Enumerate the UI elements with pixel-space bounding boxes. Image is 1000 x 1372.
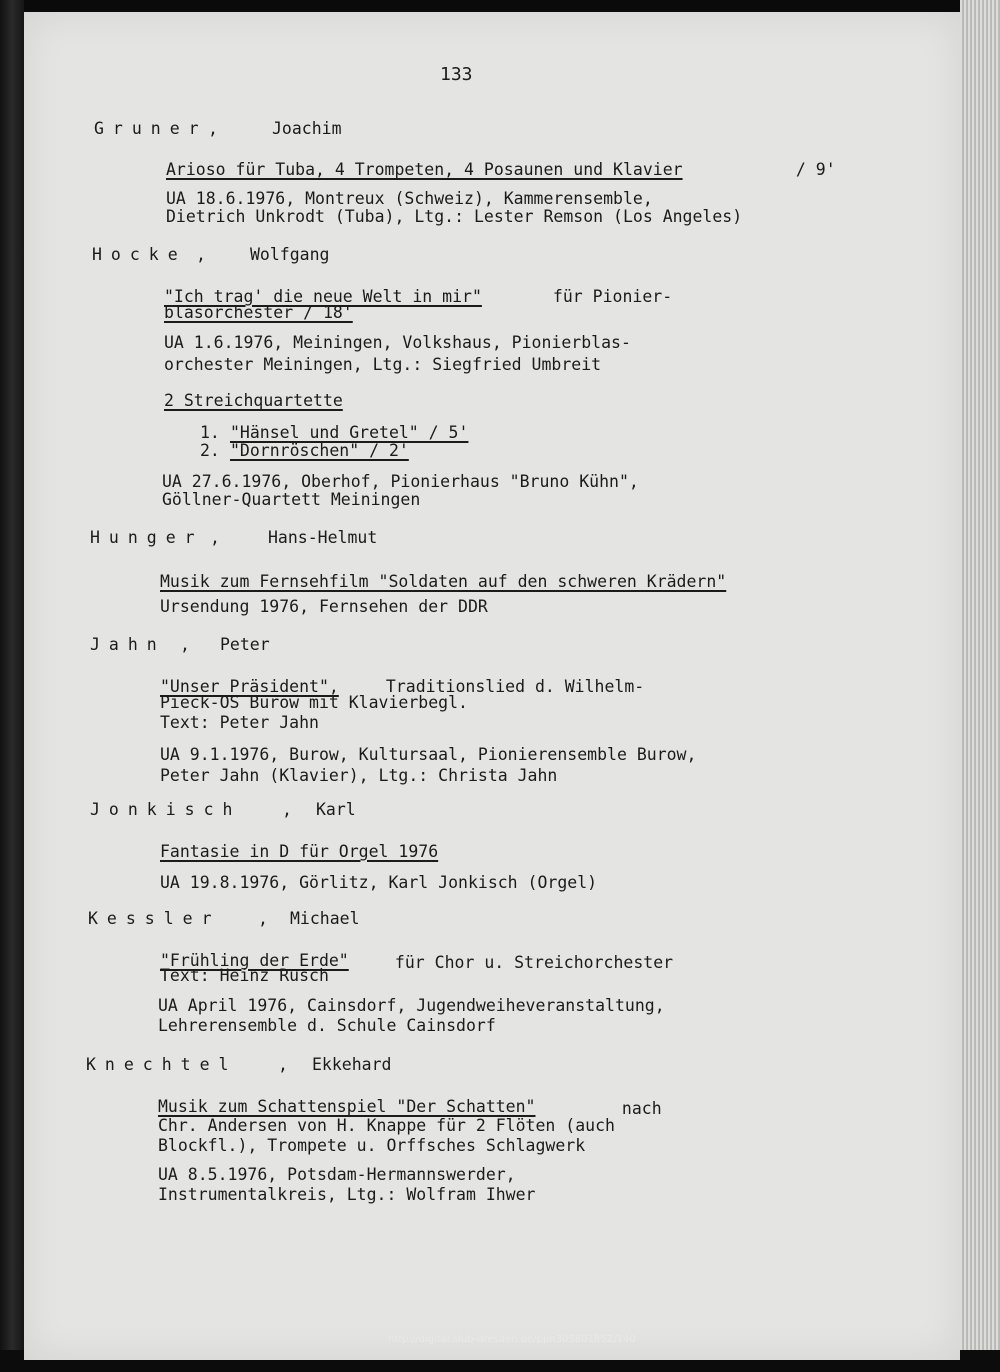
- composer-given-name: Wolfgang: [250, 245, 330, 264]
- work-title-tail: für Chor u. Streichorchester: [385, 953, 674, 972]
- performance-line: Ursendung 1976, Fernsehen der DDR: [160, 597, 488, 616]
- composer-surname: Knechtel: [86, 1055, 238, 1074]
- sub-work-title: "Dornröschen" / 2': [230, 441, 409, 460]
- composer-surname: Hocke: [92, 245, 187, 264]
- work-title: Fantasie in D für Orgel 1976: [160, 842, 439, 861]
- work-title-tail: für Pionier-: [543, 287, 673, 306]
- performance-line: UA 9.1.1976, Burow, Kultursaal, Pionierensemble Burow,: [160, 745, 697, 764]
- performance-line: Göllner-Quartett Meiningen: [162, 490, 421, 509]
- performance-line: UA 19.8.1976, Görlitz, Karl Jonkisch (Orgel): [160, 873, 598, 892]
- composer-surname: Jonkisch: [90, 800, 242, 819]
- performance-line: UA 1.6.1976, Meiningen, Volkshaus, Pionierblas-: [164, 333, 631, 352]
- text-credit: Text: Heinz Rusch: [160, 966, 329, 985]
- work-title-tail: nach: [612, 1099, 662, 1118]
- performance-line: UA April 1976, Cainsdorf, Jugendweiheveranstaltung,: [158, 996, 665, 1015]
- work-title: Pieck-OS Burow mit Klavierbegl.: [160, 693, 468, 712]
- composer-given-name: Ekkehard: [312, 1055, 392, 1074]
- composer-given-name: Peter: [220, 635, 270, 654]
- work-title: Musik zum Schattenspiel "Der Schatten": [158, 1097, 536, 1116]
- work-title: 2 Streichquartette: [164, 391, 343, 410]
- performance-line: Lehrerensemble d. Schule Cainsdorf: [158, 1016, 496, 1035]
- performance-line: UA 8.5.1976, Potsdam-Hermannswerder,: [158, 1165, 516, 1184]
- text-credit: Text: Peter Jahn: [160, 713, 319, 732]
- work-title: "Unser Präsident",: [160, 677, 339, 696]
- work-title: Chr. Andersen von H. Knappe für 2 Flöten (auch: [158, 1116, 615, 1135]
- performance-line: Peter Jahn (Klavier), Ltg.: Christa Jahn: [160, 766, 558, 785]
- book-gutter-shadow: [0, 0, 24, 1372]
- performance-line: orchester Meiningen, Ltg.: Siegfried Umbreit: [164, 355, 602, 374]
- composer-surname: Hunger: [90, 528, 204, 547]
- sub-work-title: "Hänsel und Gretel" / 5': [230, 423, 469, 442]
- work-title-tail: / 9': [786, 160, 836, 179]
- page-edges: [960, 0, 1000, 1372]
- composer-given-name: Joachim: [272, 119, 342, 138]
- performance-line: UA 18.6.1976, Montreux (Schweiz), Kammerensemble,: [166, 189, 653, 208]
- work-title: Blockfl.), Trompete u. Orffsches Schlagwerk: [158, 1136, 586, 1155]
- composer-surname: Jahn: [90, 635, 166, 654]
- performance-line: Dietrich Unkrodt (Tuba), Ltg.: Lester Remson (Los Angeles): [166, 207, 743, 226]
- work-title: Arioso für Tuba, 4 Trompeten, 4 Posaunen und Klavier: [166, 160, 683, 179]
- sub-work-number: 2.: [200, 441, 220, 460]
- performance-line: Instrumentalkreis, Ltg.: Wolfram Ihwer: [158, 1185, 536, 1204]
- work-title: "Frühling der Erde": [160, 951, 349, 970]
- composer-surname: Kessler: [88, 909, 221, 928]
- composer-given-name: Hans-Helmut: [268, 528, 378, 547]
- work-title: Musik zum Fernsehfilm "Soldaten auf den schweren Krädern": [160, 572, 727, 591]
- composer-given-name: Karl: [316, 800, 356, 819]
- composer-surname: Gruner: [94, 119, 208, 138]
- source-url[interactable]: http://digital.slub-dresden.de/ppn30580185Z/140: [388, 1334, 636, 1345]
- composer-given-name: Michael: [290, 909, 360, 928]
- work-title-tail: Traditionslied d. Wilhelm-: [376, 677, 645, 696]
- work-title: "Ich trag' die neue Welt in mir": [164, 287, 482, 306]
- work-title: blasorchester / 18': [164, 303, 353, 322]
- performance-line: UA 27.6.1976, Oberhof, Pionierhaus "Bruno Kühn",: [162, 472, 639, 491]
- sub-work-number: 1.: [200, 423, 220, 442]
- page-number: 133: [440, 64, 473, 85]
